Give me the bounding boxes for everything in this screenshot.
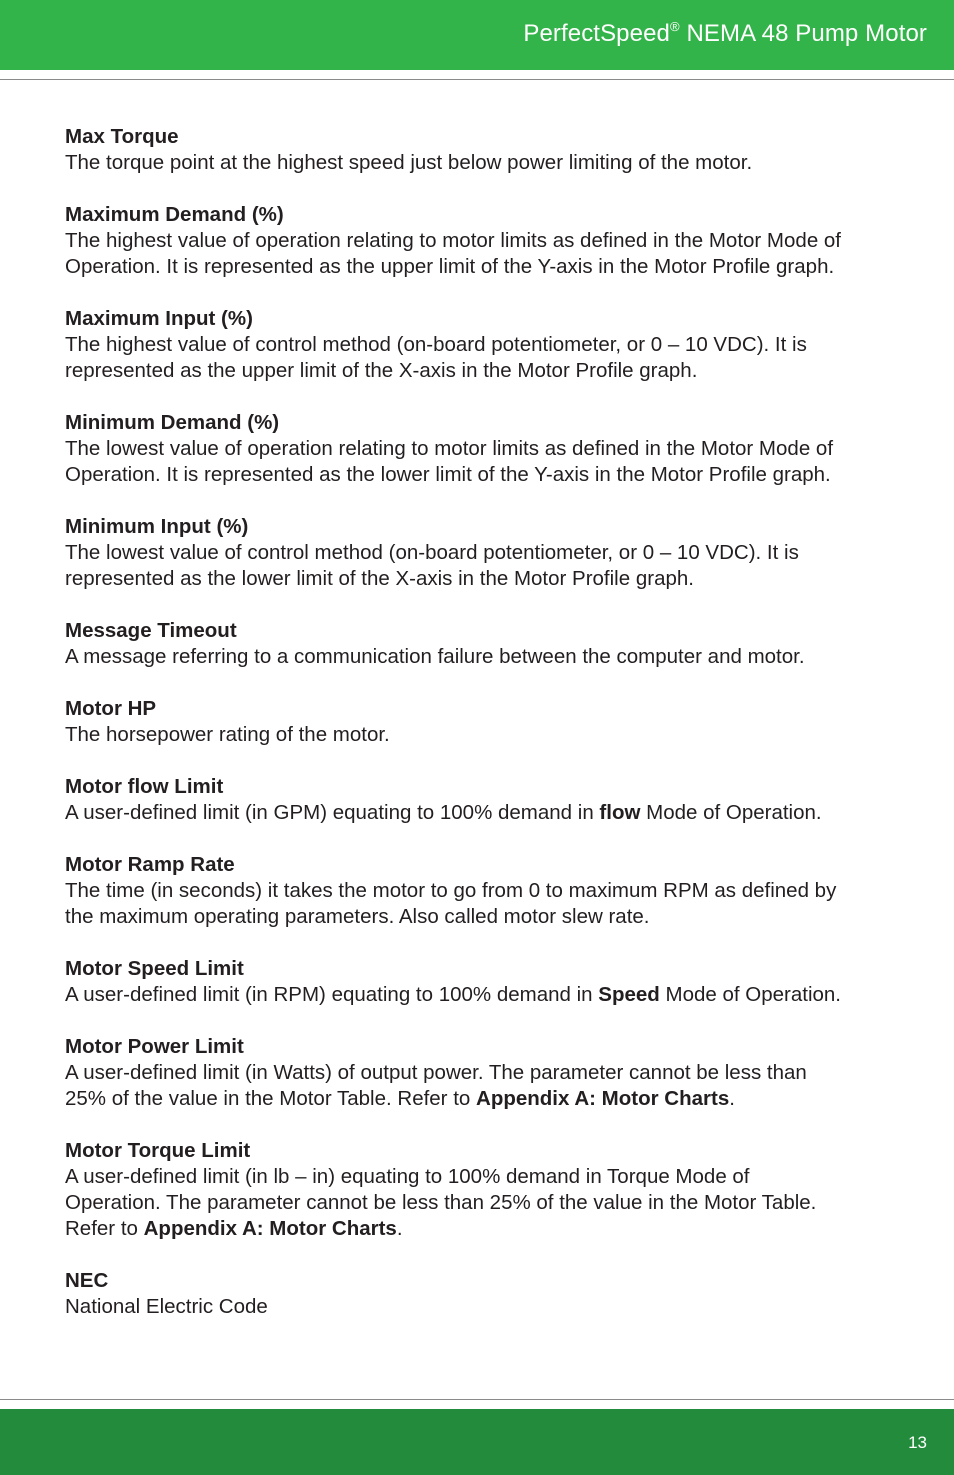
term-definition: [65, 332, 895, 384]
definition-text: The highest value of operation relating to motor limits as defined in the Motor Mode of: [65, 229, 842, 252]
term-definition: [65, 722, 895, 748]
glossary-entry: [65, 124, 895, 176]
emphasis-text: Speed: [598, 983, 660, 1006]
definition-text: represented as the upper limit of the X-axis in the Motor Profile graph.: [65, 359, 698, 382]
term-title: Minimum Input (%): [65, 515, 249, 538]
definition-text: the maximum operating parameters. Also called motor slew rate.: [65, 905, 650, 928]
glossary-entry: [65, 1034, 895, 1112]
emphasis-text: Appendix A: Motor Charts: [143, 1217, 397, 1240]
definition-text: Operation. It is represented as the lower limit of the Y-axis in the Motor Profile graph.: [65, 463, 831, 486]
definition-text: The horsepower rating of the motor.: [65, 723, 390, 746]
definition-text: Operation. It is represented as the upper limit of the Y-axis in the Motor Profile graph.: [65, 255, 835, 278]
definition-line: [65, 358, 895, 384]
term-title: Motor Power Limit: [65, 1035, 244, 1058]
definition-line: [65, 436, 895, 462]
definition-text: The lowest value of operation relating to motor limits as defined in the Motor Mode of: [65, 437, 834, 460]
definition-line: [65, 1164, 895, 1190]
term-title: Motor Torque Limit: [65, 1139, 251, 1162]
definition-text: represented as the lower limit of the X-axis in the Motor Profile graph.: [65, 567, 694, 590]
definition-line: [65, 644, 895, 670]
term-title: Message Timeout: [65, 619, 237, 642]
definition-text: Operation. The parameter cannot be less than 25% of the value in the Motor Table.: [65, 1191, 817, 1214]
definition-text: National Electric Code: [65, 1295, 268, 1318]
term-definition: [65, 982, 895, 1008]
definition-line: [65, 1294, 895, 1320]
term-title: Motor Ramp Rate: [65, 853, 235, 876]
definition-line: [65, 722, 895, 748]
product-name: NEMA 48 Pump Motor: [679, 20, 927, 47]
term-title: Maximum Input (%): [65, 307, 253, 330]
term-title: Max Torque: [65, 125, 179, 148]
definition-text: A user-defined limit (in lb – in) equating to 100% demand in Torque Mode of: [65, 1165, 750, 1188]
definition-text: .: [729, 1087, 735, 1110]
definition-line: [65, 1190, 895, 1216]
term-title: NEC: [65, 1269, 109, 1292]
definition-text: Mode of Operation.: [659, 983, 841, 1006]
header-divider: [0, 79, 954, 80]
definition-line: [65, 1086, 895, 1112]
definition-line: [65, 254, 895, 280]
glossary-entry: [65, 696, 895, 748]
document-title: [523, 20, 927, 48]
definition-text: A user-defined limit (in RPM) equating to 100% demand in: [65, 983, 599, 1006]
glossary-entry: [65, 956, 895, 1008]
emphasis-text: flow: [599, 801, 641, 824]
page-number: 13: [908, 1433, 927, 1452]
term-definition: [65, 1164, 895, 1242]
definition-line: [65, 1060, 895, 1086]
glossary-entry: [65, 306, 895, 384]
definition-line: [65, 800, 895, 826]
term-title: Minimum Demand (%): [65, 411, 280, 434]
page-header: [0, 0, 954, 70]
glossary-list: [65, 124, 895, 1346]
glossary-entry: [65, 1138, 895, 1242]
glossary-entry: [65, 618, 895, 670]
definition-line: [65, 540, 895, 566]
definition-text: The time (in seconds) it takes the motor to go from 0 to maximum RPM as defined by: [65, 879, 837, 902]
term-definition: [65, 228, 895, 280]
definition-line: [65, 228, 895, 254]
definition-line: [65, 1216, 895, 1242]
brand-name: PerfectSpeed: [523, 20, 670, 47]
term-definition: [65, 800, 895, 826]
definition-line: [65, 462, 895, 488]
glossary-entry: [65, 1268, 895, 1320]
term-definition: [65, 540, 895, 592]
definition-text: The highest value of control method (on-board potentiometer, or 0 – 10 VDC). It is: [65, 333, 807, 356]
footer-divider: [0, 1399, 954, 1400]
definition-line: [65, 566, 895, 592]
definition-line: [65, 904, 895, 930]
emphasis-text: Appendix A: Motor Charts: [476, 1087, 730, 1110]
definition-line: [65, 332, 895, 358]
definition-text: A message referring to a communication failure between the computer and motor.: [65, 645, 805, 668]
definition-text: The lowest value of control method (on-board potentiometer, or 0 – 10 VDC). It is: [65, 541, 799, 564]
definition-text: A user-defined limit (in GPM) equating to 100% demand in: [65, 801, 600, 824]
definition-line: [65, 982, 895, 1008]
definition-text: Refer to: [65, 1217, 144, 1240]
term-definition: [65, 436, 895, 488]
definition-line: [65, 150, 895, 176]
definition-text: 25% of the value in the Motor Table. Refer to: [65, 1087, 477, 1110]
definition-text: The torque point at the highest speed just below power limiting of the motor.: [65, 151, 753, 174]
registered-mark: ®: [669, 19, 680, 34]
glossary-entry: [65, 852, 895, 930]
term-title: Maximum Demand (%): [65, 203, 284, 226]
term-definition: [65, 1060, 895, 1112]
glossary-entry: [65, 514, 895, 592]
term-title: Motor Speed Limit: [65, 957, 244, 980]
definition-text: .: [396, 1217, 403, 1240]
glossary-entry: [65, 774, 895, 826]
term-title: Motor flow Limit: [65, 775, 224, 798]
definition-text: A user-defined limit (in Watts) of output power. The parameter cannot be less than: [65, 1061, 807, 1084]
glossary-entry: [65, 202, 895, 280]
term-definition: [65, 878, 895, 930]
term-title: Motor HP: [65, 697, 157, 720]
term-definition: [65, 150, 895, 176]
term-definition: [65, 1294, 895, 1320]
definition-line: [65, 878, 895, 904]
term-definition: [65, 644, 895, 670]
page-footer: [0, 1409, 954, 1475]
definition-text: Mode of Operation.: [640, 801, 822, 824]
glossary-entry: [65, 410, 895, 488]
